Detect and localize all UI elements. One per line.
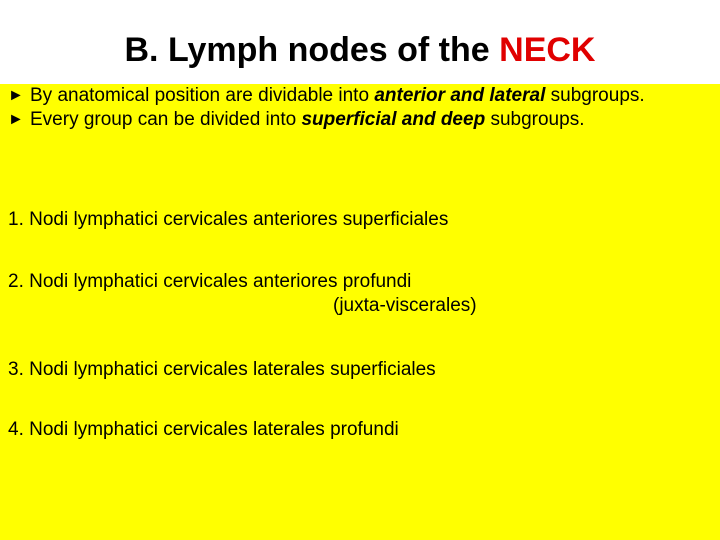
bullet-text-plain: subgroups. <box>545 85 645 106</box>
bullet-item <box>8 108 712 132</box>
title-main: B. Lymph nodes of the <box>124 31 500 69</box>
bullet-text-plain: By anatomical position are dividable into <box>30 85 375 106</box>
title-accent: NECK <box>499 31 596 69</box>
bullet-list <box>8 84 712 132</box>
bullet-item <box>8 84 712 108</box>
triangle-bullet-icon: ► <box>8 87 24 104</box>
list-item-text: 2. Nodi lymphatici cervicales anteriores profundi <box>8 271 412 292</box>
bullet-text-plain: Every group can be divided into <box>30 109 302 130</box>
bullet-text-plain: subgroups. <box>485 109 585 130</box>
list-item-subtext: (juxta-viscerales) <box>333 295 477 316</box>
list-item <box>8 270 712 318</box>
triangle-bullet-icon: ► <box>8 111 24 128</box>
slide-title <box>0 28 720 72</box>
bullet-text <box>30 84 712 108</box>
bullet-text-emphasis: superficial and deep <box>301 109 486 130</box>
list-item: 4. Nodi lymphatici cervicales laterales profundi <box>8 419 399 440</box>
list-item: 3. Nodi lymphatici cervicales laterales superficiales <box>8 359 436 380</box>
list-item: 1. Nodi lymphatici cervicales anteriores superficiales <box>8 209 449 230</box>
bullet-text <box>30 108 712 132</box>
bullet-text-emphasis: anterior and lateral <box>374 85 546 106</box>
